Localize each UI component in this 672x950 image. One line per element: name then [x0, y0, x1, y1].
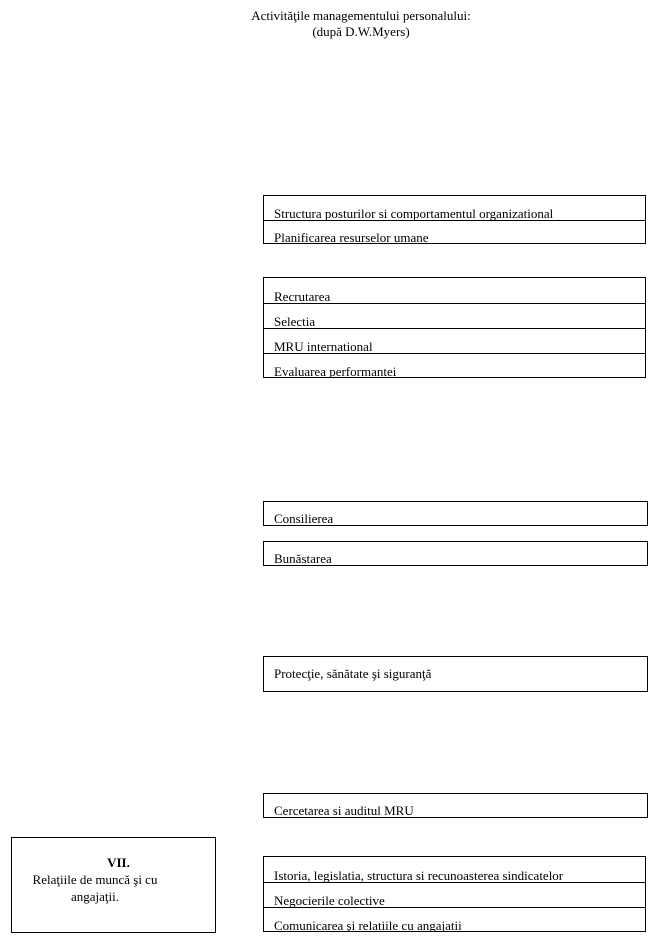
item-label: Istoria, legislatia, structura si recunoasterea sindicatelor — [274, 868, 564, 882]
item-label: MRU international — [274, 339, 373, 353]
title-line-2: (după D.W.Myers) — [312, 24, 410, 39]
section-vii-box — [11, 837, 216, 933]
item-label: Bunăstarea — [274, 551, 332, 566]
section-number: VII. — [107, 855, 130, 870]
item-label: Comunicarea şi relatiile cu angajatii — [274, 918, 462, 932]
item-label: Negocierile colective — [274, 893, 385, 907]
item-label: Protecţie, sănătate şi siguranţă — [274, 666, 432, 681]
item-label: Planificarea resurselor umane — [274, 230, 429, 244]
list-item — [264, 278, 645, 303]
title-line-1: Activităţile managementului personalului: — [251, 8, 471, 23]
item-label: Evaluarea performantei — [274, 364, 397, 378]
box-bunastarea — [263, 541, 648, 566]
box-consilierea — [263, 501, 648, 526]
list-item — [264, 303, 645, 328]
section-label: Relaţiile de muncă şi cu angajaţii. — [32, 872, 158, 904]
list-item — [264, 353, 645, 378]
list-item — [264, 882, 645, 907]
box-cercetarea — [263, 793, 648, 818]
list-item — [264, 196, 645, 220]
item-label: Selectia — [274, 314, 316, 328]
page-title — [0, 8, 672, 40]
list-item — [264, 328, 645, 353]
list-item — [264, 907, 645, 932]
item-label: Cercetarea si auditul MRU — [274, 803, 414, 818]
item-label: Consilierea — [274, 511, 334, 526]
group-staffing — [263, 277, 646, 378]
list-item — [264, 857, 645, 882]
box-protectie — [263, 656, 648, 692]
list-item — [264, 220, 645, 244]
item-label: Recrutarea — [274, 289, 331, 303]
group-labor-relations — [263, 856, 646, 932]
group-structure-planning — [263, 195, 646, 244]
item-label: Structura posturilor si comportamentul organizational — [274, 206, 554, 220]
